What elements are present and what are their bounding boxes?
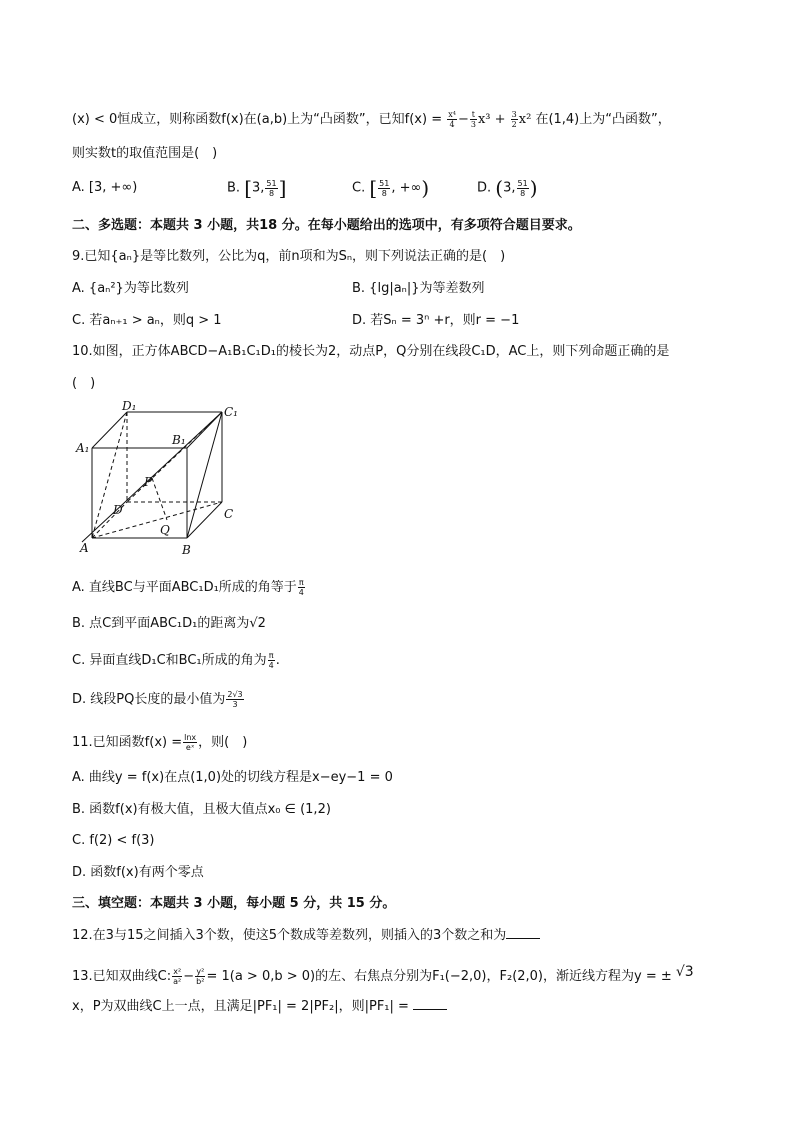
q11-option-a: A. 曲线y = f(x)在点(1,0)处的切线方程是x−ey−1 = 0: [72, 770, 393, 785]
label-p: P: [144, 475, 153, 489]
q8-line2: 则实数t的取值范围是( ): [72, 146, 218, 161]
q11-option-c: C. f(2) < f(3): [72, 833, 155, 848]
label-c: C: [224, 507, 234, 521]
label-d1: D₁: [122, 399, 137, 413]
q8-function-expression: $\frac{\text{x⁴}}{4}$ − $\frac{t}{3}$ x³ + $\frac{3}{2}$ x²: [448, 110, 532, 129]
q8-line1-text-a: (x) < 0恒成立，则称函数f(x)在(a,b)上为“凸函数”，已知f(x) =: [72, 112, 443, 127]
q11-stem: 11.已知函数f(x) = $\frac{\ln x}{\text{eˣ}}$ ，则( ): [72, 733, 248, 752]
q8-option-c: C. [ $\frac{51}{8}$ , +∞): [352, 176, 430, 200]
q10-stem: 10.如图，正方体ABCD−A₁B₁C₁D₁的棱长为2，动点P，Q分别在线段C₁D，AC上，则下列命题正确的是: [72, 344, 670, 359]
q8-line1: [72, 110, 671, 130]
label-a: A: [80, 541, 89, 555]
label-d: D: [113, 503, 123, 517]
section-3-heading: 三、填空题：本题共 3 小题，每小题 5 分，共 15 分。: [72, 896, 396, 911]
q10-option-b: B. 点C到平面ABC₁D₁的距离为√2: [72, 616, 266, 631]
q10-stem-paren: ( ): [72, 376, 96, 391]
label-a1: A₁: [76, 441, 90, 455]
q9-option-b: B. {lg|aₙ|}为等差数列: [352, 281, 485, 296]
q10-option-c: C. 异面直线D₁C和BC₁所成的角为 $\frac{\pi}{4}$ .: [72, 651, 280, 670]
label-c1: C₁: [224, 405, 238, 419]
q9-stem: 9.已知{aₙ}是等比数列，公比为q，前n项和为Sₙ，则下列说法正确的是( ): [72, 249, 506, 264]
q8-option-a: A. [3, +∞): [72, 180, 138, 195]
label-b1: B₁: [172, 433, 186, 447]
q8-option-b: B. [3, $\frac{51}{8}$ ]: [227, 176, 287, 200]
q13-answer-blank[interactable]: [413, 997, 447, 1010]
q8-option-d: D. (3, $\frac{51}{8}$ ): [477, 176, 538, 200]
q9-option-a: A. {aₙ²}为等比数列: [72, 281, 189, 296]
q10-option-a: A. 直线BC与平面ABC₁D₁所成的角等于 $\frac{\pi}{4}$: [72, 578, 304, 597]
section-2-heading: 二、多选题：本题共 3 小题，共18 分。在每小题给出的选项中，有多项符合题目要求。: [72, 218, 581, 233]
q11-option-b: B. 函数f(x)有极大值，且极大值点x₀ ∈ (1,2): [72, 802, 331, 817]
q13-line2: x，P为双曲线C上一点，且满足|PF₁| = 2|PF₂|，则|PF₁| =: [72, 997, 447, 1017]
q13-line1: 13.已知双曲线C: $\frac{\text{x²}}{\text{a²}}$ − $\frac{\text{y²}}{\text{b²}}$ = 1(a > 0,b > 0)的左、右焦点分别为F₁(−2,0)，F₂(2,0)，渐近线方程为y = ± √3: [72, 964, 694, 986]
q12-answer-blank[interactable]: [506, 926, 540, 939]
q8-line1-text-b: 在(1,4)上为“凸函数”，: [535, 112, 671, 127]
q9-option-d: D. 若Sₙ = 3ⁿ +r，则r = −1: [352, 313, 520, 328]
q10-option-d: D. 线段PQ长度的最小值为 $\frac{2√3}{3}$: [72, 690, 243, 709]
q12-stem: 12.在3与15之间插入3个数，使这5个数成等差数列，则插入的3个数之和为: [72, 926, 540, 946]
cube-figure: [72, 398, 252, 558]
q9-option-c: C. 若aₙ₊₁ > aₙ，则q > 1: [72, 313, 222, 328]
label-b: B: [182, 543, 191, 557]
q11-option-d: D. 函数f(x)有两个零点: [72, 865, 204, 880]
label-q: Q: [160, 523, 170, 537]
